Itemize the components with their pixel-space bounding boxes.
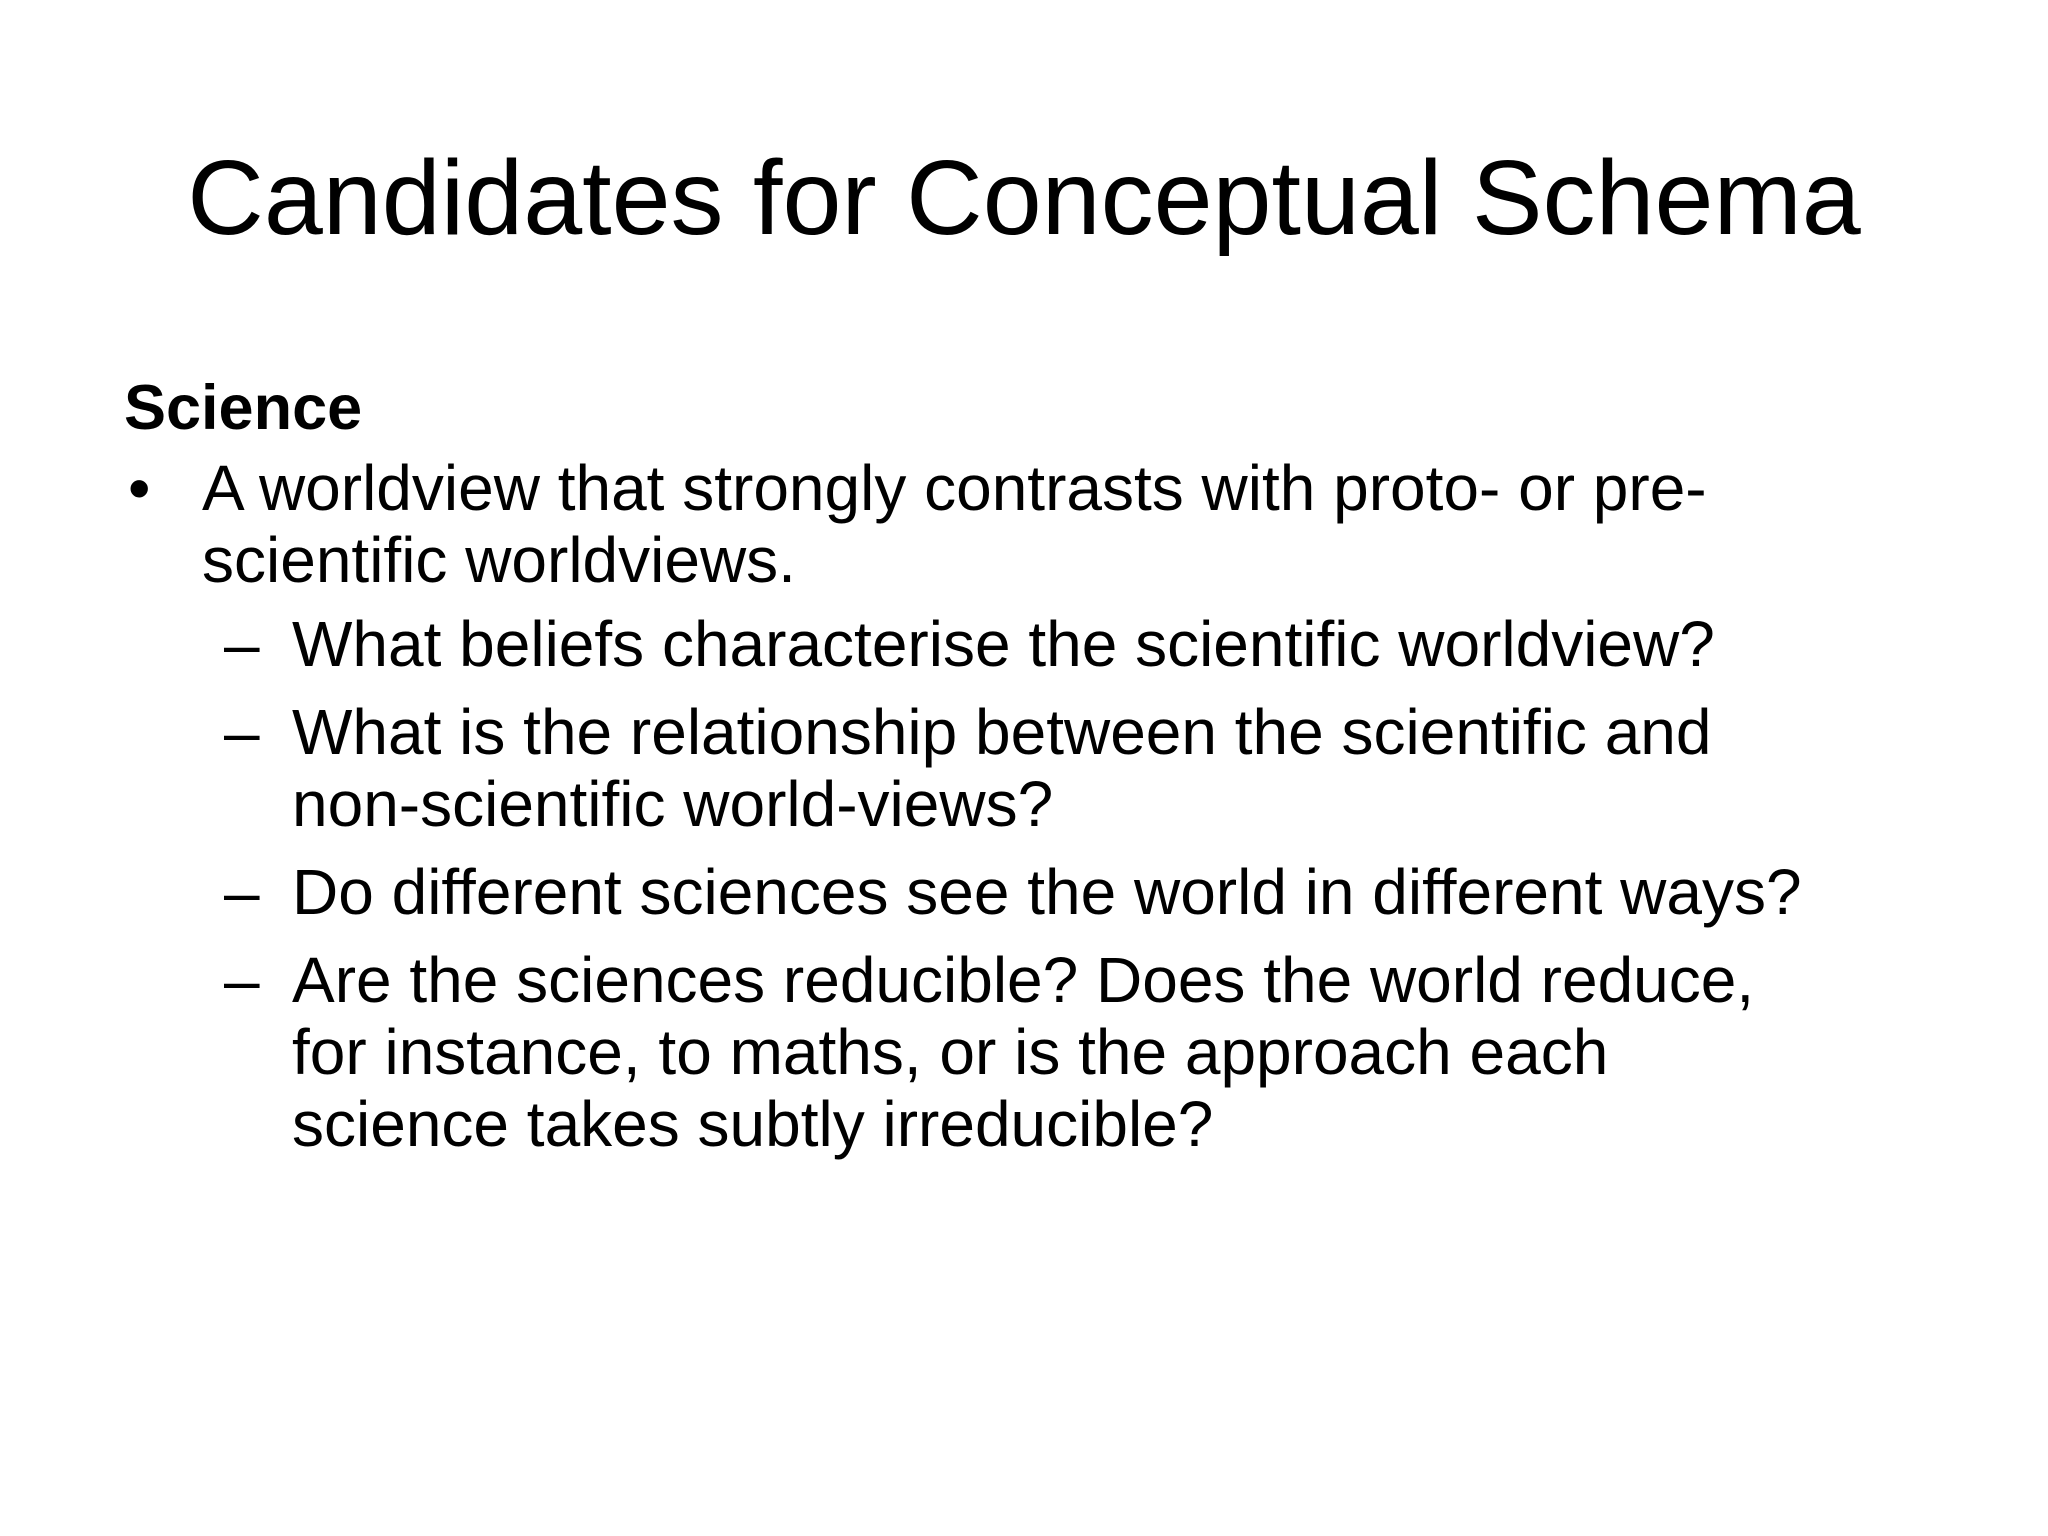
subbullet-text: What is the relationship between the scientific and non-scientific world-views? <box>292 696 1712 840</box>
bullet-text: A worldview that strongly contrasts with proto- or pre- scientific worldviews. <box>202 452 1707 596</box>
section-heading: Science <box>124 373 363 443</box>
slide-title: Candidates for Conceptual Schema <box>187 139 1861 257</box>
subbullet-text: What beliefs characterise the scientific worldview? <box>292 608 1715 680</box>
dash-marker: – <box>224 608 260 680</box>
subbullet-text: Do different sciences see the world in different ways? <box>292 856 1802 928</box>
bullet-marker: • <box>128 452 151 524</box>
subbullet-item <box>124 608 1984 680</box>
subbullet-item <box>124 944 1984 1160</box>
subbullet-text: Are the sciences reducible? Does the world reduce, for instance, to maths, or is the approach each science takes subtly irreducible? <box>292 944 1755 1160</box>
dash-marker: – <box>224 944 260 1016</box>
subbullet-item <box>124 696 1984 840</box>
dash-marker: – <box>224 856 260 928</box>
subbullet-item <box>124 856 1984 928</box>
dash-marker: – <box>224 696 260 768</box>
slide-content <box>124 368 1984 1176</box>
bullet-item <box>124 452 1984 596</box>
